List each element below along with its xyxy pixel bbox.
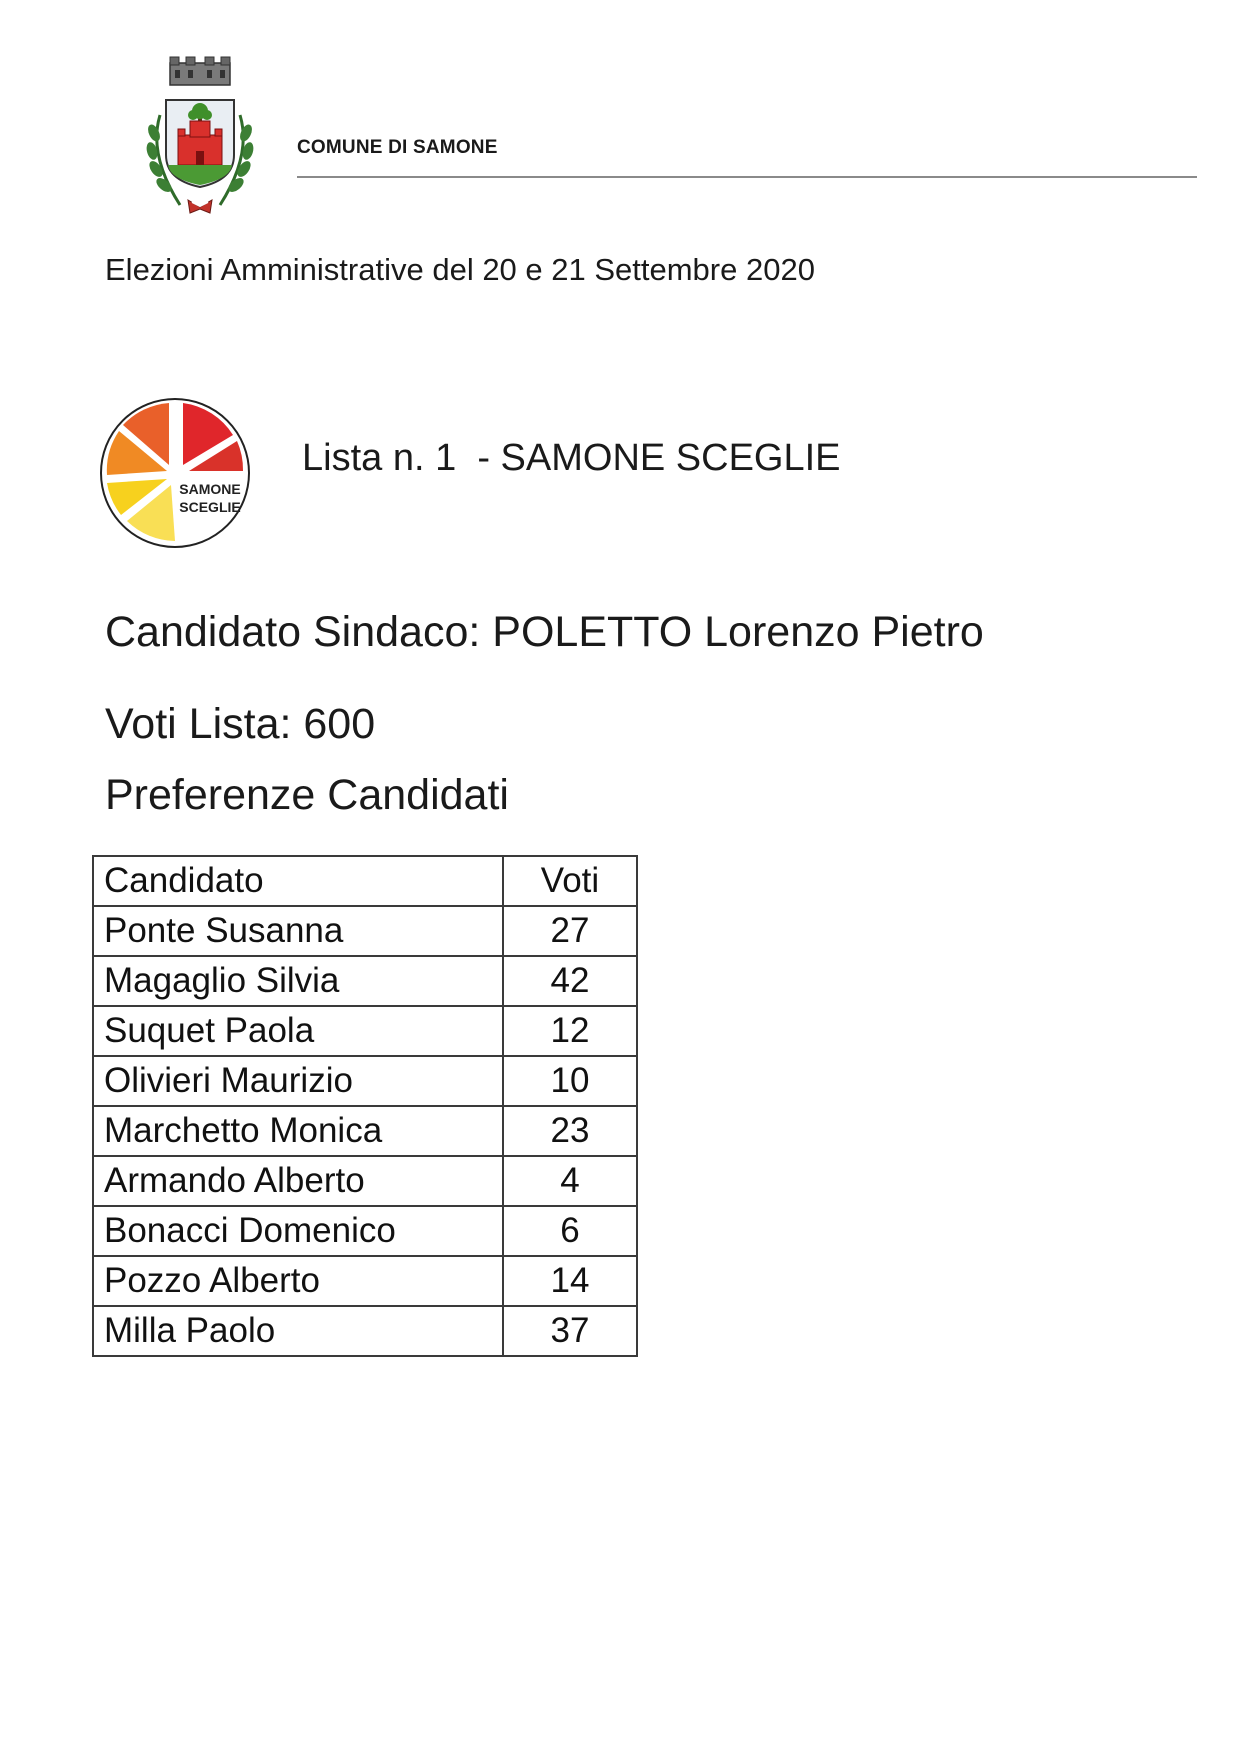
candidate-name: Pozzo Alberto	[93, 1256, 503, 1306]
candidate-name: Ponte Susanna	[93, 906, 503, 956]
table-row	[93, 956, 637, 1006]
candidate-votes: 6	[503, 1206, 637, 1256]
town-crest-icon	[130, 55, 270, 220]
candidate-name: Marchetto Monica	[93, 1106, 503, 1156]
candidate-votes: 42	[503, 956, 637, 1006]
column-header-candidate: Candidato	[93, 856, 503, 906]
preferences-title: Preferenze Candidati	[105, 771, 509, 819]
list-votes: Voti Lista: 600	[105, 700, 376, 748]
table-row	[93, 1256, 637, 1306]
candidate-name: Suquet Paola	[93, 1006, 503, 1056]
logo-text-samone: SAMONE	[179, 481, 241, 497]
table-row	[93, 1156, 637, 1206]
candidate-name: Bonacci Domenico	[93, 1206, 503, 1256]
candidate-votes: 23	[503, 1106, 637, 1156]
candidate-votes: 12	[503, 1006, 637, 1056]
candidate-votes: 4	[503, 1156, 637, 1206]
candidate-name: Armando Alberto	[93, 1156, 503, 1206]
preferences-table	[92, 855, 638, 1357]
election-title: Elezioni Amministrative del 20 e 21 Settembre 2020	[105, 252, 815, 287]
table-row	[93, 1306, 637, 1356]
table-header-row	[93, 856, 637, 906]
candidate-votes: 37	[503, 1306, 637, 1356]
mayor-candidate: Candidato Sindaco: POLETTO Lorenzo Pietro	[105, 608, 984, 656]
column-header-votes: Voti	[503, 856, 637, 906]
table-row	[93, 1056, 637, 1106]
candidate-votes: 14	[503, 1256, 637, 1306]
table-row	[93, 906, 637, 956]
candidate-votes: 10	[503, 1056, 637, 1106]
candidate-name: Magaglio Silvia	[93, 956, 503, 1006]
candidate-name: Olivieri Maurizio	[93, 1056, 503, 1106]
municipality-name: COMUNE DI SAMONE	[297, 137, 498, 158]
table-row	[93, 1106, 637, 1156]
samone-sceglie-logo-icon	[97, 395, 253, 551]
candidate-name: Milla Paolo	[93, 1306, 503, 1356]
candidate-votes: 27	[503, 906, 637, 956]
header-divider	[297, 176, 1197, 178]
table-row	[93, 1206, 637, 1256]
logo-text-sceglie: SCEGLIE	[179, 499, 241, 515]
table-row	[93, 1006, 637, 1056]
list-title: Lista n. 1 - SAMONE SCEGLIE	[302, 437, 841, 479]
